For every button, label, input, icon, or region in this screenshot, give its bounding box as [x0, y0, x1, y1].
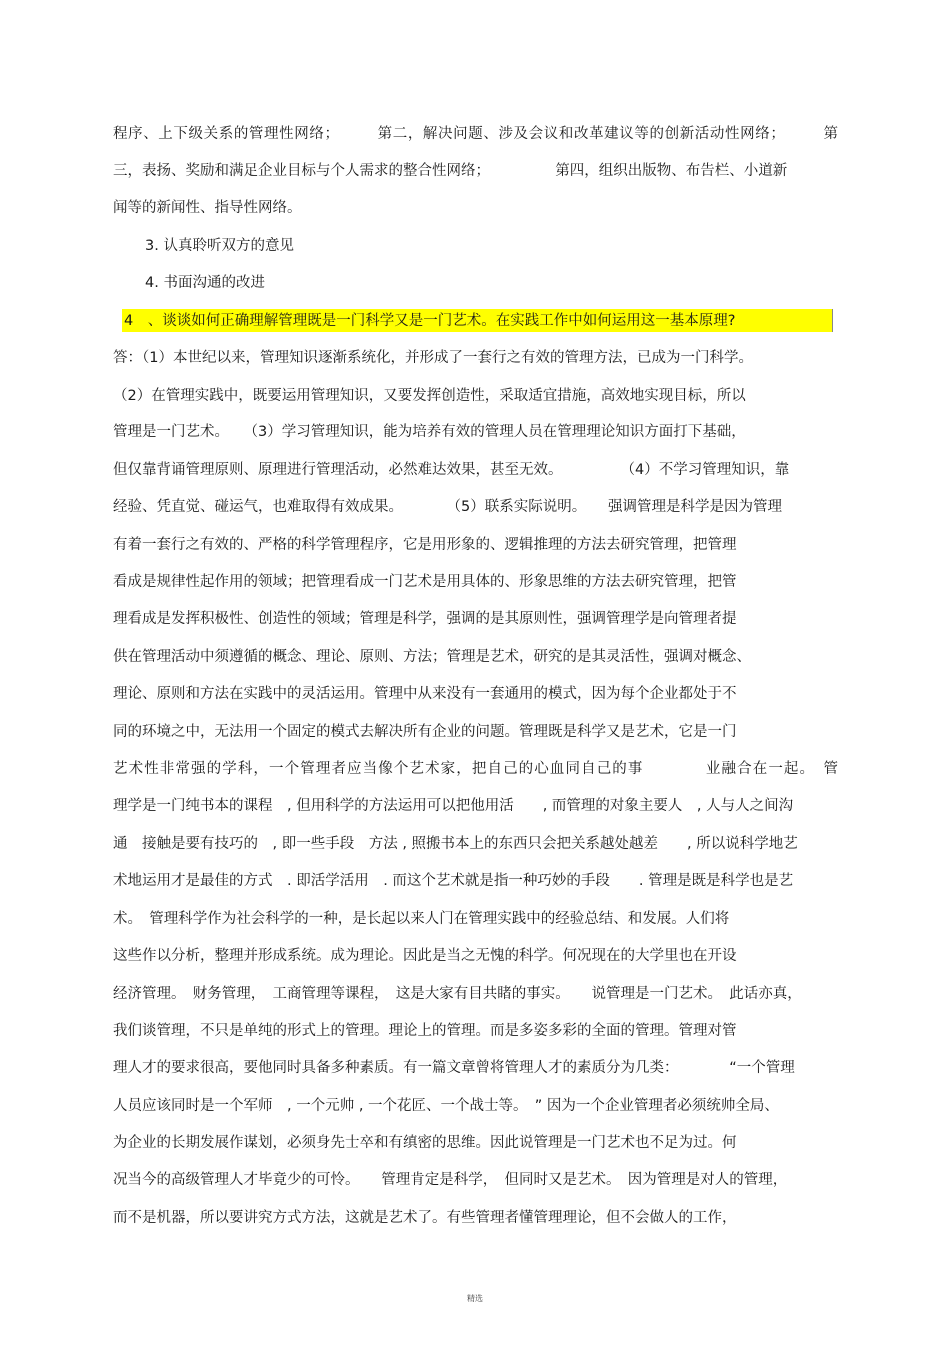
text-line: 管理是一门艺术。 （3）学习管理知识，能为培养有效的管理人员在管理理论知识方面打下基础， — [113, 424, 746, 440]
text-line: 术地运用才是最佳的方式 . 即活学活用 . 而这个艺术就是指一种巧妙的手段 . 管理是既是科学也是艺 — [113, 873, 794, 889]
text-line: 艺术性非常强的学科，一个管理者应当像个艺术家，把自己的心血同自己的事 业融合在一起。 管 — [113, 761, 838, 777]
text-line: 有着一套行之有效的、严格的科学管理程序，它是用形象的、逻辑推理的方法去研究管理，把管理 — [113, 537, 737, 553]
text-line: 但仅靠背诵管理原则、原理进行管理活动，必然难达效果，甚至无效。 （4）不学习管理知识，靠 — [113, 462, 790, 478]
text-line: 为企业的长期发展作谋划，必须身先士卒和有缜密的思维。因此说管理是一门艺术也不足为过。何 — [113, 1135, 737, 1151]
text-line: 经济管理。 财务管理， 工商管理等课程， 这是大家有目共睹的事实。 说管理是一门艺术。 此话亦真， — [113, 986, 802, 1002]
text-line: 程序、上下级关系的管理性网络； 第二，解决问题、涉及会议和改革建议等的创新活动性网络； 第 — [113, 126, 838, 142]
text-line: 人员应该同时是一个军师 , 一个元帅 , 一个花匠、一个战士等。 ” 因为一个企业管理者必须统帅全局、 — [113, 1098, 779, 1114]
list-item: 3. 认真聆听双方的意见 — [145, 238, 294, 254]
text-line: 理学是一门纯书本的课程 , 但用科学的方法运用可以把他用活 , 而管理的对象主要人 , 人与人之间沟 — [113, 798, 794, 814]
text-line: 这些作以分析，整理并形成系统。成为理论。因此是当之无愧的科学。何况现在的大学里也在开设 — [113, 948, 737, 964]
page-footer: 精选 — [467, 1294, 483, 1303]
text-line: 术。 管理科学作为社会科学的一种，是长起以来人门在管理实践中的经验总结、和发展。人们将 — [113, 911, 730, 927]
text-line: 三，表扬、奖励和满足企业目标与个人需求的整合性网络； 第四，组织出版物、布告栏、小道新 — [113, 163, 788, 179]
text-line: 同的环境之中，无法用一个固定的模式去解决所有企业的问题。管理既是科学又是艺术，它是一门 — [113, 724, 737, 740]
text-line: 闻等的新闻性、指导性网络。 — [113, 200, 302, 216]
text-line: 经验、凭直觉、碰运气，也难取得有效成果。 （5）联系实际说明。 强调管理是科学是因为管理 — [113, 499, 782, 515]
text-line: 通 接触是要有技巧的 , 即一些手段 方法 , 照搬书本上的东西只会把关系越处越差 , 所以说科学地艺 — [113, 836, 798, 852]
list-item: 4. 书面沟通的改进 — [145, 275, 265, 291]
text-line: 理论、原则和方法在实践中的灵活运用。管理中从来没有一套通用的模式，因为每个企业都处于不 — [113, 686, 737, 702]
text-line: 我们谈管理，不只是单纯的形式上的管理。理论上的管理。而是多姿多彩的全面的管理。管理对管 — [113, 1023, 737, 1039]
text-line: 而不是机器，所以要讲究方式方法，这就是艺术了。有些管理者懂管理理论，但不会做人的工作， — [113, 1210, 737, 1226]
text-line: 供在管理活动中须遵循的概念、理论、原则、方法；管理是艺术，研究的是其灵活性，强调对概念、 — [113, 649, 751, 665]
text-line: 看成是规律性起作用的领域；把管理看成一门艺术是用具体的、形象思维的方法去研究管理，把管 — [113, 574, 737, 590]
text-line: （2）在管理实践中，既要运用管理知识，又要发挥创造性，采取适宜措施，高效地实现目标，所以 — [113, 388, 746, 404]
text-line: 况当今的高级管理人才毕竟少的可怜。 管理肯定是科学， 但同时又是艺术。 因为管理是对人的管理， — [113, 1172, 788, 1188]
text-line: 答：（1）本世纪以来，管理知识逐渐系统化，并形成了一套行之有效的管理方法，已成为一门科学。 — [113, 350, 753, 366]
text-line: 理看成是发挥积极性、创造性的领域；管理是科学，强调的是其原则性，强调管理学是向管理者提 — [113, 611, 737, 627]
question-heading: 4 、谈谈如何正确理解管理既是一门科学又是一门艺术。在实践工作中如何运用这一基本原理? — [124, 313, 736, 329]
text-line: 理人才的要求很高，要他同时具备多种素质。有一篇文章曾将管理人才的素质分为几类： “一个管理 — [113, 1060, 795, 1076]
